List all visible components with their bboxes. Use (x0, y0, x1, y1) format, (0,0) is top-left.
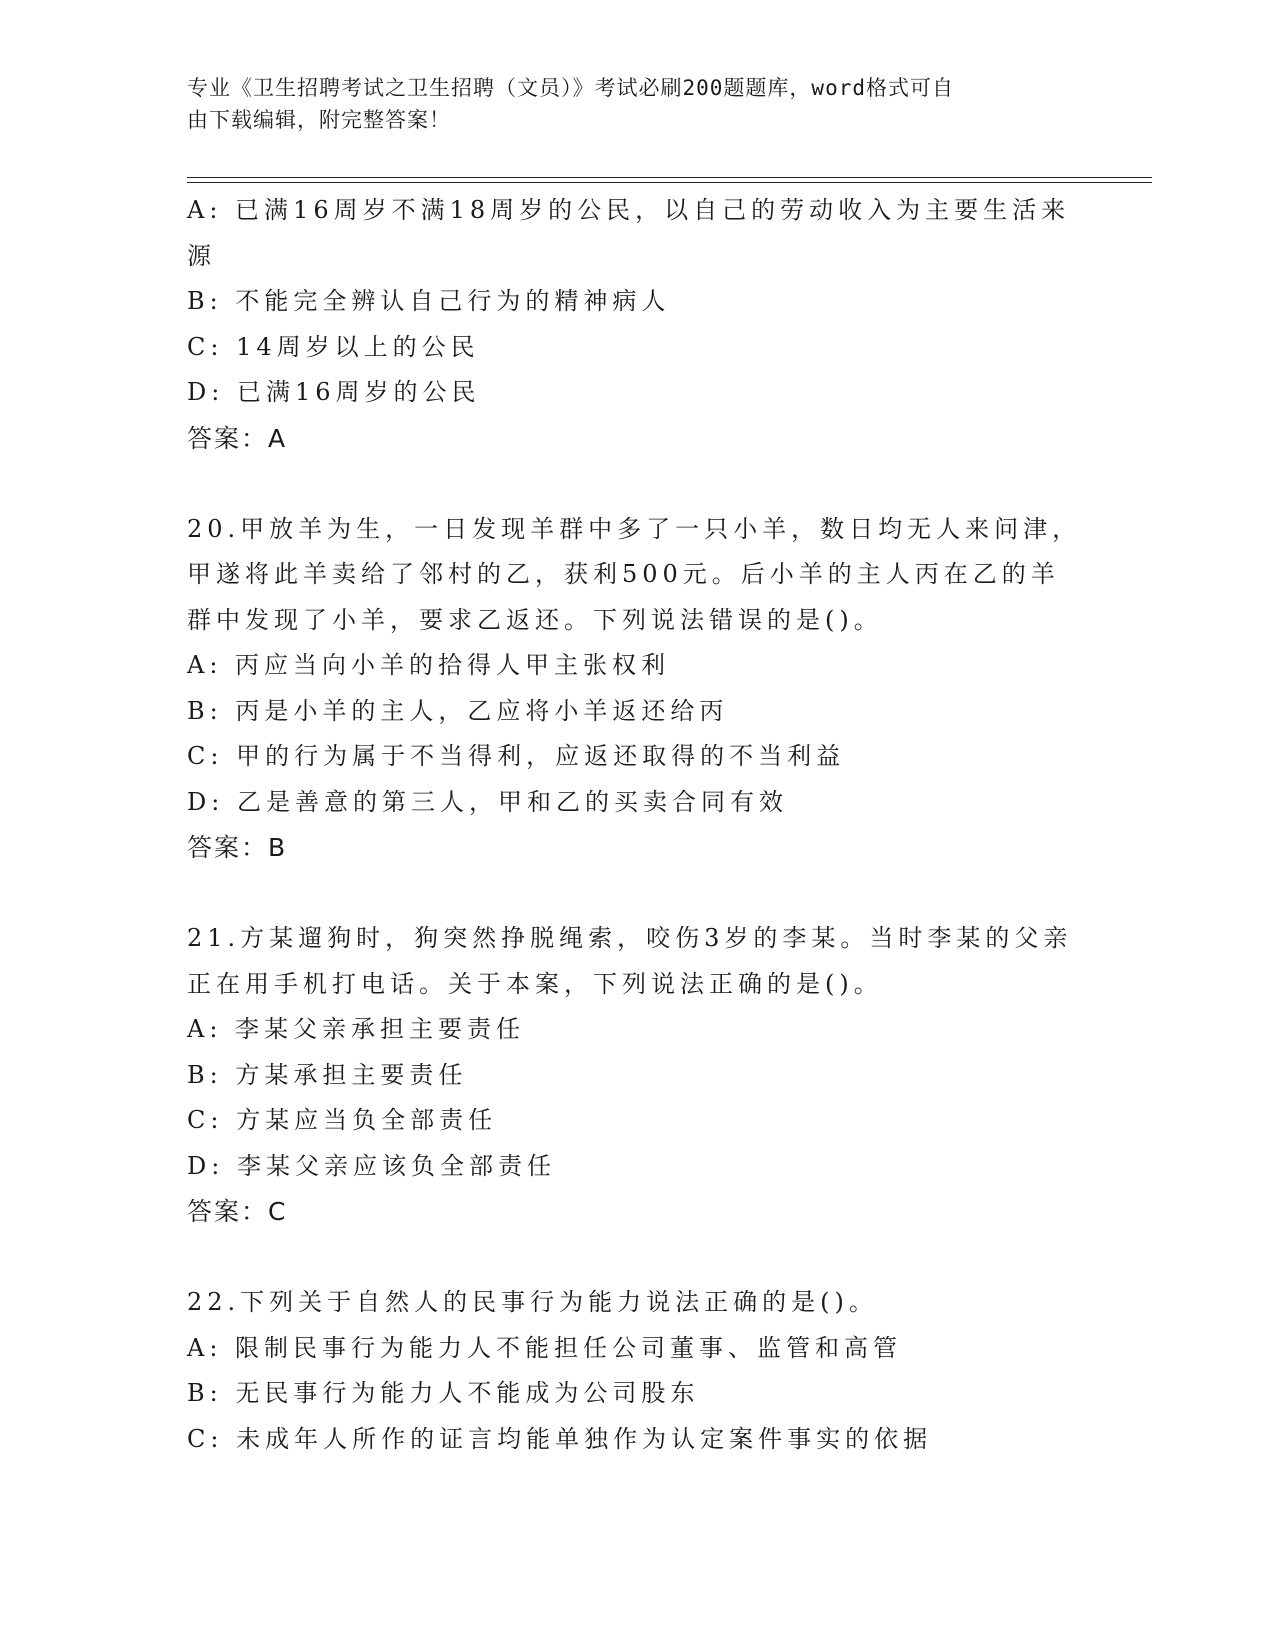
document-header (187, 72, 1067, 136)
question-22 (187, 1280, 1087, 1462)
answer-label: 答案：B (187, 833, 288, 862)
option-a: A: 已满16周岁不满18周岁的公民，以自己的劳动收入为主要生活来 (187, 196, 1071, 224)
option-c: C: 14周岁以上的公民 (187, 332, 480, 361)
question-text-line: 正在用手机打电话。关于本案，下列说法正确的是()。 (187, 969, 883, 998)
question-text-line: 21.方某遛狗时，狗突然挣脱绳索，咬伤3岁的李某。当时李某的父亲 (187, 924, 1073, 952)
header-title-line-1: 专业《卫生招聘考试之卫生招聘（文员）》考试必刷200题题库，word格式可自 (187, 76, 954, 100)
spacer (187, 461, 1087, 507)
option-a-continued: 源 (187, 241, 216, 270)
option-c: C: 方某应当负全部责任 (187, 1106, 498, 1134)
option-b: B: 方某承担主要责任 (187, 1060, 468, 1089)
answer-label: 答案：C (187, 1197, 288, 1226)
option-d: D: 李某父亲应该负全部责任 (187, 1151, 556, 1180)
question-text-line: 甲遂将此羊卖给了邻村的乙，获利500元。后小羊的主人丙在乙的羊 (187, 560, 1060, 588)
option-a: A: 李某父亲承担主要责任 (187, 1015, 526, 1043)
header-rule-bottom (187, 182, 1152, 183)
option-a: A: 丙应当向小羊的拾得人甲主张权利 (187, 651, 671, 679)
option-c: C: 甲的行为属于不当得利，应返还取得的不当利益 (187, 742, 846, 770)
answer-label: 答案：A (187, 423, 288, 453)
option-d: D: 已满16周岁的公民 (187, 378, 481, 406)
question-text-line: 20.甲放羊为生，一日发现羊群中多了一只小羊，数日均无人来问津， (187, 514, 1082, 543)
header-title-line-2: 由下载编辑，附完整答案！ (187, 108, 451, 132)
header-rule-top (187, 177, 1152, 178)
question-text-line: 22.下列关于自然人的民事行为能力说法正确的是()。 (187, 1288, 878, 1316)
option-d: D: 乙是善意的第三人，甲和乙的买卖合同有效 (187, 787, 788, 816)
option-b: B: 丙是小羊的主人，乙应将小羊返还给丙 (187, 696, 729, 725)
question-list (187, 188, 1087, 1462)
question-21 (187, 916, 1087, 1235)
option-b: B: 无民事行为能力人不能成为公司股东 (187, 1379, 700, 1407)
option-b: B: 不能完全辨认自己行为的精神病人 (187, 287, 671, 315)
question-text-line: 群中发现了小羊，要求乙返还。下列说法错误的是()。 (187, 605, 883, 634)
question-20 (187, 507, 1087, 871)
question-19 (187, 188, 1087, 461)
spacer (187, 1235, 1087, 1281)
option-a: A: 限制民事行为能力人不能担任公司董事、监管和高管 (187, 1333, 903, 1362)
spacer (187, 871, 1087, 917)
option-c: C: 未成年人所作的证言均能单独作为认定案件事实的依据 (187, 1424, 933, 1453)
